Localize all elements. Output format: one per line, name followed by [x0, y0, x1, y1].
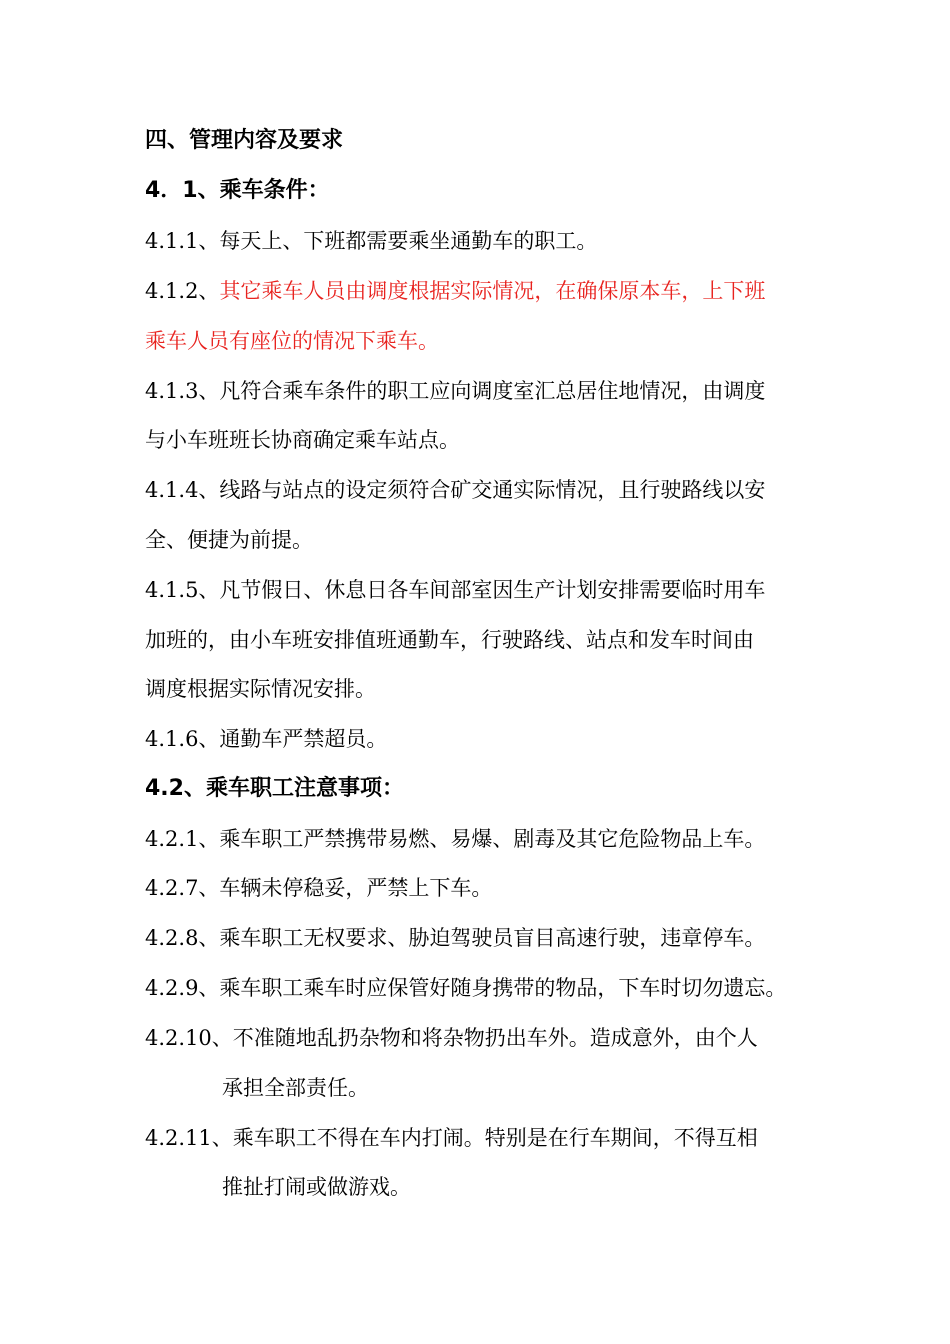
paragraph: 4.2.7、车辆未停稳妥，严禁上下车。	[145, 876, 493, 900]
paragraph: 调度根据实际情况安排。	[145, 677, 376, 701]
highlighted-text: 其它乘车人员由调度根据实际情况，在确保原本车，上下班	[219, 279, 766, 303]
paragraph: 4.2.11、乘车职工不得在车内打闹。特别是在行车期间，不得互相	[145, 1126, 758, 1150]
section-title: 四、管理内容及要求	[145, 128, 344, 153]
paragraph: 4.1.6、通勤车严禁超员。	[145, 727, 388, 751]
paragraph: 加班的，由小车班安排值班通勤车，行驶路线、站点和发车时间由	[145, 628, 754, 652]
paragraph: 推扯打闹或做游戏。	[222, 1175, 411, 1199]
paragraph: 4.1.1、每天上、下班都需要乘坐通勤车的职工。	[145, 229, 598, 253]
paragraph: 4.1.5、凡节假日、休息日各车间部室因生产计划安排需要临时用车	[145, 578, 766, 602]
paragraph: 4.1.3、凡符合乘车条件的职工应向调度室汇总居住地情况，由调度	[145, 379, 766, 403]
paragraph	[145, 276, 765, 306]
paragraph: 与小车班班长协商确定乘车站点。	[145, 428, 460, 452]
paragraph: 4.2.8、乘车职工无权要求、胁迫驾驶员盲目高速行驶，违章停车。	[145, 926, 766, 950]
subsection-title: 4．1、乘车条件：	[145, 178, 330, 203]
paragraph: 4.2.10、不准随地乱扔杂物和将杂物扔出车外。造成意外，由个人	[145, 1026, 758, 1050]
item-number: 4.1.2、	[145, 279, 220, 303]
subsection-title: 4.2、乘车职工注意事项：	[145, 776, 404, 801]
paragraph: 承担全部责任。	[222, 1076, 369, 1100]
paragraph: 全、便捷为前提。	[145, 528, 313, 552]
paragraph: 4.2.1、乘车职工严禁携带易燃、易爆、剧毒及其它危险物品上车。	[145, 827, 766, 851]
paragraph: 4.1.4、线路与站点的设定须符合矿交通实际情况，且行驶路线以安	[145, 478, 766, 502]
paragraph: 4.2.9、乘车职工乘车时应保管好随身携带的物品，下车时切勿遗忘。	[145, 976, 787, 1000]
highlighted-text: 乘车人员有座位的情况下乘车。	[145, 329, 439, 353]
